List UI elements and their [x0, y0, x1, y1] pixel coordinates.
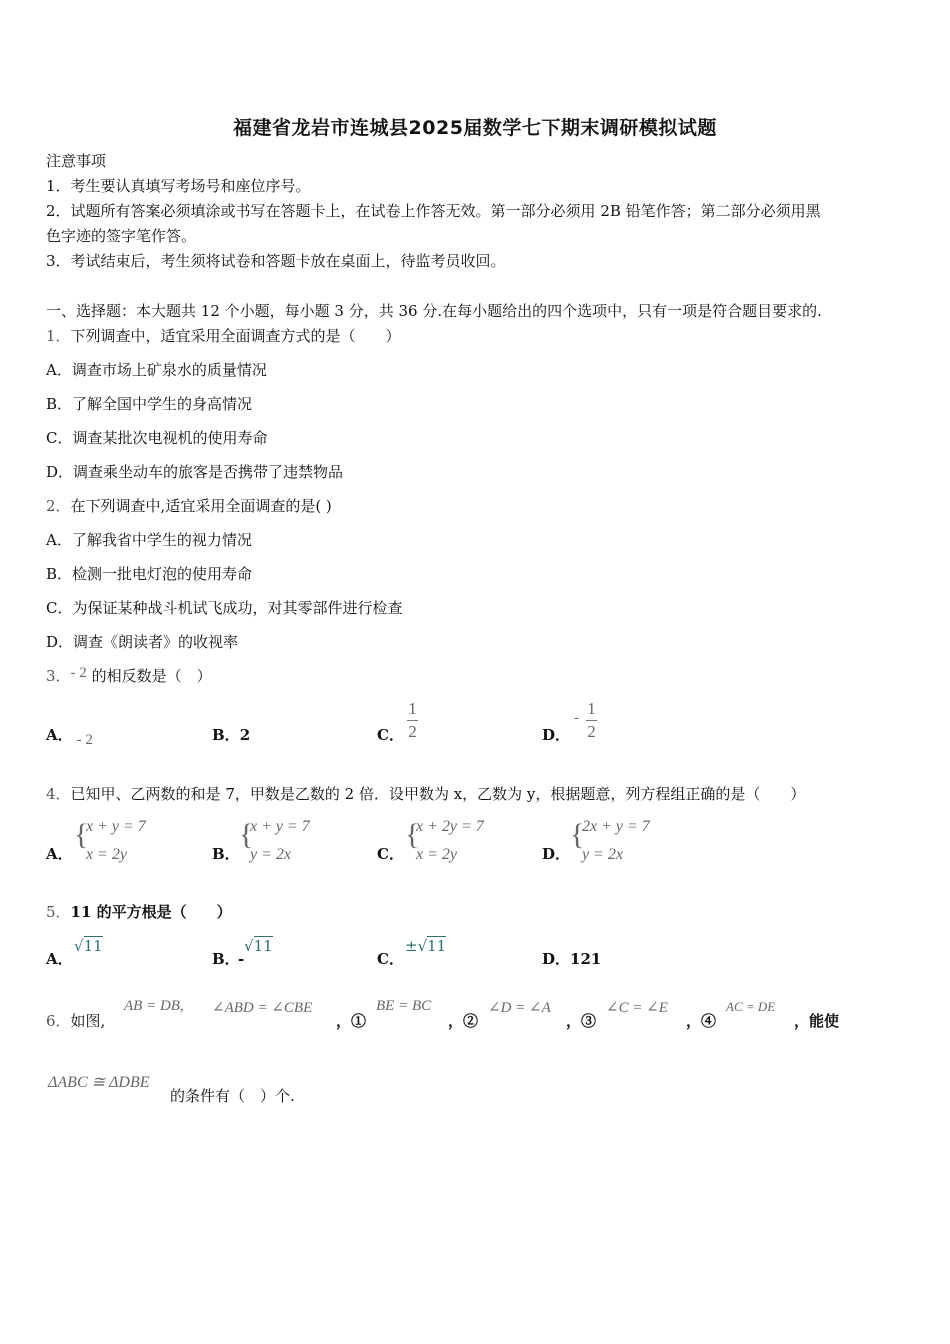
- equation: x + y = 7: [86, 818, 146, 835]
- option-c: C．调查某批次电视机的使用寿命: [46, 429, 268, 447]
- radicand: 11: [253, 937, 273, 955]
- question-stem: 下列调查中，适宜采用全面调查方式的是（ ）: [70, 327, 401, 345]
- fraction-denominator: 2: [408, 722, 417, 741]
- option-b: B．了解全国中学生的身高情况: [46, 395, 253, 413]
- math-condition-2: ∠D = ∠A: [488, 1000, 551, 1016]
- minus-sign: -: [238, 950, 245, 968]
- option-value: - 2: [76, 732, 93, 748]
- equation: x = 2y: [86, 846, 127, 863]
- option-label: D．: [542, 726, 571, 744]
- question-6-number: [46, 1012, 105, 1030]
- question-stem: 已知甲、乙两数的和是 7，甲数是乙数的 2 倍．设甲数为 x，乙数为 y，根据题意，列方程组正确的是（ ）: [70, 785, 806, 803]
- equation-system: [582, 813, 650, 869]
- condition-marker: ，②: [448, 1012, 479, 1030]
- question-number: 1．: [46, 327, 71, 345]
- math-conclusion: ΔABC ≅ ΔDBE: [48, 1074, 150, 1091]
- question-number: 2．: [46, 497, 71, 515]
- math-condition-4: AC = DE: [726, 999, 776, 1014]
- option-a-label: A．: [46, 950, 73, 968]
- notice-item: 3．考试结束后，考生须将试卷和答题卡放在桌面上，待监考员收回。: [46, 252, 506, 270]
- fraction-denominator: 2: [587, 722, 596, 741]
- question-number: 4．: [46, 785, 71, 803]
- option-b-label: B．: [212, 950, 240, 968]
- option-a-label: A．: [46, 845, 73, 863]
- option-b: B．检测一批电灯泡的使用寿命: [46, 565, 253, 583]
- equation: 2x + y = 7: [582, 818, 650, 835]
- option-c: C．为保证某种战斗机试飞成功，对其零部件进行检查: [46, 599, 403, 617]
- condition-marker: ，③: [566, 1012, 597, 1030]
- plus-minus-sign: ±: [405, 937, 418, 955]
- brace-icon: {: [239, 818, 254, 851]
- equation: x + 2y = 7: [416, 818, 484, 835]
- option-d-label: D．: [542, 845, 571, 863]
- fraction: [586, 699, 597, 742]
- section-heading: 一、选择题：本大题共 12 个小题，每小题 3 分，共 36 分.在每小题给出的四个选项中，只有一项是符合题目要求的.: [46, 302, 822, 320]
- question-stem: 的条件有（ ）个.: [170, 1087, 295, 1105]
- option-label: C．: [377, 726, 404, 744]
- notice-heading: 注意事项: [46, 152, 107, 170]
- equation: y = 2x: [250, 846, 291, 863]
- option-a: A．调查市场上矿泉水的质量情况: [46, 361, 267, 379]
- notice-item: 1．考生要认真填写考场号和座位序号。: [46, 177, 311, 195]
- option-a: [46, 726, 93, 748]
- math-condition-3: ∠C = ∠E: [606, 1000, 668, 1016]
- fraction-numerator: 1: [408, 699, 417, 718]
- question-5: [46, 903, 232, 921]
- brace-icon: {: [74, 818, 89, 851]
- math-condition-1: BE = BC: [376, 998, 432, 1014]
- radicand: 11: [427, 937, 447, 955]
- question-2: [46, 497, 332, 515]
- sqrt-expression: √11: [74, 937, 103, 955]
- brace-icon: {: [405, 818, 420, 851]
- sqrt-expression: √11: [244, 937, 273, 955]
- math-given-2: ∠ABD = ∠CBE: [212, 1000, 313, 1016]
- option-label: D．: [542, 950, 571, 968]
- question-number: 5．: [46, 903, 71, 921]
- equation-system: [416, 813, 484, 869]
- condition-marker: ，④: [686, 1012, 717, 1030]
- radicand: 11: [83, 937, 103, 955]
- option-value: 2: [239, 726, 251, 744]
- equation: y = 2x: [582, 846, 623, 863]
- notice-item: 色字迹的签字笔作答。: [46, 227, 197, 245]
- question-3: [46, 667, 212, 686]
- question-4: [46, 785, 805, 803]
- condition-marker: ，①: [336, 1012, 367, 1030]
- equation-system: [250, 813, 310, 869]
- math-expression: - 2: [70, 665, 87, 681]
- question-stem: 的相反数是（ ）: [91, 667, 212, 685]
- option-c-label: C．: [377, 845, 404, 863]
- question-stem: 在下列调查中,适宜采用全面调查的是( ): [70, 497, 332, 515]
- option-d: [542, 726, 570, 744]
- question-tail: ，能使: [794, 1012, 840, 1030]
- option-value: 121: [570, 950, 602, 968]
- question-number: 3．: [46, 667, 71, 685]
- option-c-label: C．: [377, 950, 404, 968]
- sqrt-expression: ±√11: [405, 937, 447, 955]
- option-a: A．了解我省中学生的视力情况: [46, 531, 252, 549]
- question-number: 6．: [46, 1012, 71, 1030]
- option-d: D．调查乘坐动车的旅客是否携带了违禁物品: [46, 463, 344, 481]
- page-title: 福建省龙岩市连城县2025届数学七下期末调研模拟试题: [233, 117, 717, 139]
- minus-sign: -: [574, 710, 579, 726]
- question-lead: 如图,: [70, 1012, 106, 1030]
- fraction-numerator: 1: [587, 699, 596, 718]
- option-b: [212, 726, 250, 744]
- equation-system: [86, 813, 146, 869]
- option-label: A．: [46, 726, 73, 744]
- option-label: B．: [212, 726, 240, 744]
- option-d: [542, 950, 601, 968]
- option-c: [377, 726, 404, 744]
- notice-item: 2．试题所有答案必须填涂或书写在答题卡上，在试卷上作答无效。第一部分必须用 2B 铅笔作答；第二部分必须用黑: [46, 202, 821, 220]
- equation: x + y = 7: [250, 818, 310, 835]
- option-d: D．调查《朗读者》的收视率: [46, 633, 239, 651]
- math-given-1: AB = DB,: [124, 998, 184, 1014]
- option-b-label: B．: [212, 845, 240, 863]
- fraction: [407, 699, 418, 742]
- brace-icon: {: [570, 818, 585, 851]
- equation: x = 2y: [416, 846, 457, 863]
- question-stem: 11 的平方根是（ ）: [70, 903, 232, 921]
- question-1: [46, 327, 401, 345]
